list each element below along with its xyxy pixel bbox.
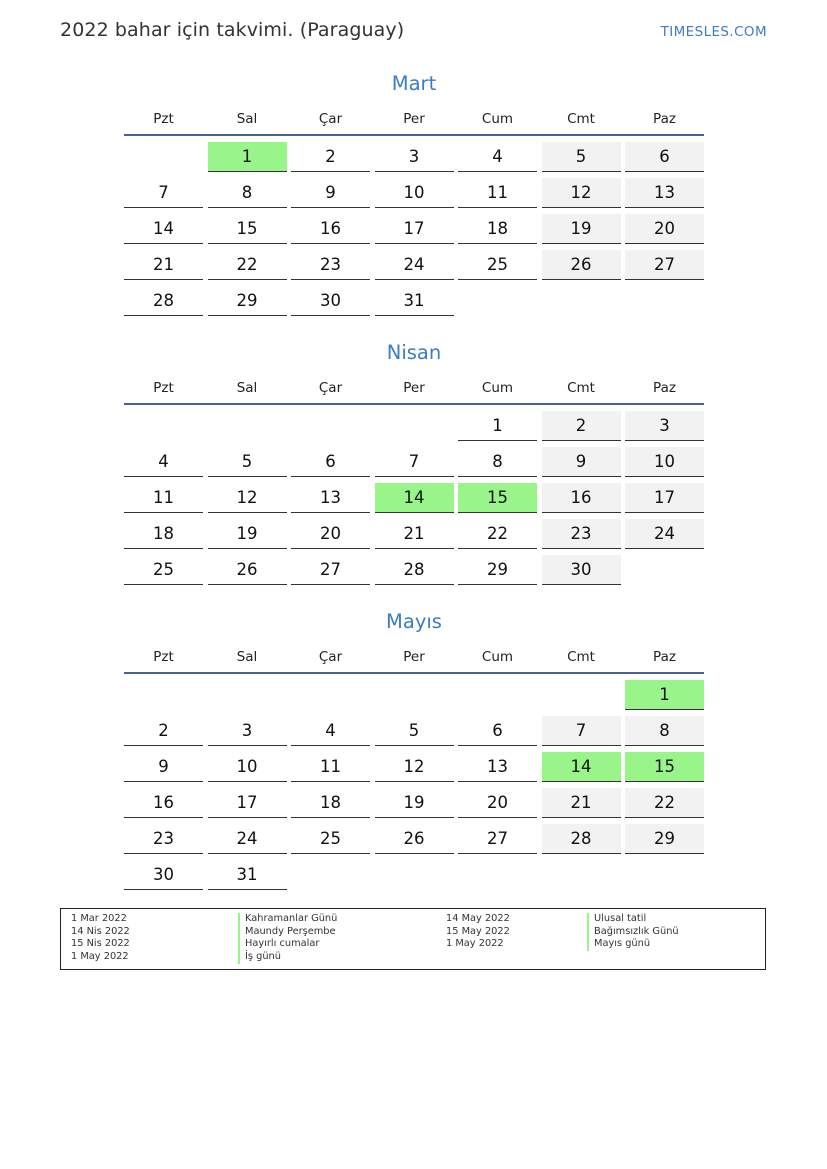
day-cell[interactable]: 27	[625, 250, 704, 280]
empty-cell	[124, 411, 203, 441]
weekday-label: Sal	[236, 380, 258, 396]
day-cell[interactable]: 25	[291, 824, 370, 854]
weekday-label: Çar	[318, 380, 343, 396]
day-cell[interactable]: 14	[124, 214, 203, 244]
day-cell[interactable]: 18	[124, 519, 203, 549]
day-cell[interactable]: 4	[458, 142, 537, 172]
day-cell[interactable]: 29	[458, 555, 537, 585]
day-grid	[124, 142, 704, 316]
day-cell[interactable]: 17	[625, 483, 704, 513]
day-cell[interactable]: 28	[124, 286, 203, 316]
month-title: Mayıs	[386, 610, 442, 633]
holiday-day-cell[interactable]: 14	[375, 483, 454, 513]
day-cell[interactable]: 23	[291, 250, 370, 280]
day-cell[interactable]: 24	[375, 250, 454, 280]
holiday-day-cell[interactable]: 15	[625, 752, 704, 782]
day-cell[interactable]: 26	[208, 555, 287, 585]
weekday-label: Paz	[653, 380, 676, 396]
day-grid	[124, 411, 704, 585]
day-cell[interactable]: 6	[291, 447, 370, 477]
day-cell[interactable]: 7	[542, 716, 621, 746]
holiday-day-cell[interactable]: 14	[542, 752, 621, 782]
page-title: 2022 bahar için takvimi. (Paraguay)	[60, 19, 405, 41]
day-cell[interactable]: 19	[542, 214, 621, 244]
holiday-legend	[60, 908, 766, 970]
weekday-label: Cmt	[567, 111, 595, 127]
day-cell[interactable]: 26	[375, 824, 454, 854]
month-title: Nisan	[386, 341, 442, 364]
day-cell[interactable]: 2	[542, 411, 621, 441]
weekday-label: Pzt	[153, 111, 174, 127]
legend-holiday-name: Hayırlı cumalar	[238, 938, 337, 951]
day-cell[interactable]: 20	[625, 214, 704, 244]
weekday-label: Cmt	[567, 380, 595, 396]
legend-date: 1 May 2022	[446, 938, 504, 950]
weekday-header	[124, 646, 704, 674]
day-cell[interactable]: 6	[458, 716, 537, 746]
day-cell[interactable]: 29	[625, 824, 704, 854]
weekday-label: Cmt	[567, 649, 595, 665]
day-cell[interactable]: 18	[291, 788, 370, 818]
day-cell[interactable]: 11	[291, 752, 370, 782]
holiday-day-cell[interactable]: 15	[458, 483, 537, 513]
empty-cell	[375, 411, 454, 441]
empty-cell	[458, 680, 537, 710]
legend-left-names	[238, 913, 337, 964]
day-cell[interactable]: 15	[208, 214, 287, 244]
day-cell[interactable]: 30	[291, 286, 370, 316]
day-cell[interactable]: 31	[375, 286, 454, 316]
day-cell[interactable]: 9	[124, 752, 203, 782]
day-cell[interactable]: 28	[375, 555, 454, 585]
day-cell[interactable]: 16	[542, 483, 621, 513]
legend-date: 1 Mar 2022	[71, 913, 127, 924]
day-grid	[124, 680, 704, 890]
day-cell[interactable]: 23	[124, 824, 203, 854]
legend-date: 15 Nis 2022	[71, 938, 130, 950]
legend-holiday-name: Maundy Perşembe	[238, 926, 337, 939]
day-cell[interactable]: 24	[625, 519, 704, 549]
weekday-label: Paz	[653, 649, 676, 665]
weekday-label: Per	[403, 649, 425, 665]
day-cell[interactable]: 19	[375, 788, 454, 818]
day-cell[interactable]: 5	[375, 716, 454, 746]
legend-left-dates	[71, 913, 130, 964]
day-cell[interactable]: 9	[291, 178, 370, 208]
day-cell[interactable]: 30	[124, 860, 203, 890]
legend-date: 14 Nis 2022	[71, 925, 130, 937]
day-cell[interactable]: 19	[208, 519, 287, 549]
day-cell[interactable]: 27	[291, 555, 370, 585]
day-cell[interactable]: 13	[291, 483, 370, 513]
month-0	[124, 70, 704, 316]
legend-date: 15 May 2022	[446, 925, 510, 937]
legend-holiday-name: Mayıs günü	[587, 938, 679, 951]
day-cell[interactable]: 12	[208, 483, 287, 513]
day-cell[interactable]: 16	[291, 214, 370, 244]
weekday-label: Cum	[481, 380, 514, 396]
day-cell[interactable]: 21	[375, 519, 454, 549]
day-cell[interactable]: 5	[208, 447, 287, 477]
weekday-label: Çar	[318, 649, 343, 665]
day-cell[interactable]: 2	[291, 142, 370, 172]
day-cell[interactable]: 10	[375, 178, 454, 208]
legend-holiday-name: Bağımsızlık Günü	[587, 926, 679, 939]
day-cell[interactable]: 25	[124, 555, 203, 585]
empty-cell	[375, 680, 454, 710]
day-cell[interactable]: 26	[542, 250, 621, 280]
day-cell[interactable]: 8	[208, 178, 287, 208]
day-cell[interactable]: 2	[124, 716, 203, 746]
weekday-label: Çar	[318, 111, 343, 127]
day-cell[interactable]: 17	[208, 788, 287, 818]
legend-holiday-name: İş günü	[238, 951, 337, 964]
empty-cell	[542, 680, 621, 710]
day-cell[interactable]: 21	[124, 250, 203, 280]
empty-cell	[291, 680, 370, 710]
day-cell[interactable]: 23	[542, 519, 621, 549]
day-cell[interactable]: 12	[375, 752, 454, 782]
month-1	[124, 339, 704, 585]
day-cell[interactable]: 8	[625, 716, 704, 746]
day-cell[interactable]: 31	[208, 860, 287, 890]
weekday-label: Pzt	[153, 649, 174, 665]
day-cell[interactable]: 21	[542, 788, 621, 818]
empty-cell	[124, 680, 203, 710]
empty-cell	[208, 411, 287, 441]
day-cell[interactable]: 13	[625, 178, 704, 208]
day-cell[interactable]: 13	[458, 752, 537, 782]
day-cell[interactable]: 6	[625, 142, 704, 172]
day-cell[interactable]: 4	[124, 447, 203, 477]
empty-cell	[124, 142, 203, 172]
site-logo[interactable]: TIMESLES.COM	[660, 24, 767, 40]
holiday-day-cell[interactable]: 1	[625, 680, 704, 710]
day-cell[interactable]: 27	[458, 824, 537, 854]
holiday-day-cell[interactable]: 1	[208, 142, 287, 172]
day-cell[interactable]: 9	[542, 447, 621, 477]
day-cell[interactable]: 22	[625, 788, 704, 818]
day-cell[interactable]: 20	[458, 788, 537, 818]
day-cell[interactable]: 5	[542, 142, 621, 172]
day-cell[interactable]: 10	[208, 752, 287, 782]
day-cell[interactable]: 7	[124, 178, 203, 208]
weekday-label: Sal	[236, 649, 258, 665]
day-cell[interactable]: 22	[208, 250, 287, 280]
legend-date: 1 May 2022	[71, 951, 129, 963]
weekday-label: Per	[403, 111, 425, 127]
day-cell[interactable]: 11	[458, 178, 537, 208]
month-2	[124, 608, 704, 890]
weekday-label: Pzt	[153, 380, 174, 396]
day-cell[interactable]: 1	[458, 411, 537, 441]
weekday-header	[124, 377, 704, 405]
day-cell[interactable]: 16	[124, 788, 203, 818]
day-cell[interactable]: 17	[375, 214, 454, 244]
day-cell[interactable]: 28	[542, 824, 621, 854]
day-cell[interactable]: 25	[458, 250, 537, 280]
day-cell[interactable]: 29	[208, 286, 287, 316]
day-cell[interactable]: 3	[625, 411, 704, 441]
weekday-label: Cum	[481, 649, 514, 665]
legend-right-dates	[446, 913, 510, 951]
day-cell[interactable]: 10	[625, 447, 704, 477]
weekday-header	[124, 108, 704, 136]
day-cell[interactable]: 12	[542, 178, 621, 208]
weekday-label: Per	[403, 380, 425, 396]
day-cell[interactable]: 20	[291, 519, 370, 549]
month-title: Mart	[391, 72, 437, 95]
legend-holiday-name: Kahramanlar Günü	[238, 913, 337, 926]
day-cell[interactable]: 7	[375, 447, 454, 477]
day-cell[interactable]: 8	[458, 447, 537, 477]
empty-cell	[291, 411, 370, 441]
legend-holiday-name: Ulusal tatil	[587, 913, 679, 926]
day-cell[interactable]: 11	[124, 483, 203, 513]
day-cell[interactable]: 24	[208, 824, 287, 854]
weekday-label: Sal	[236, 111, 258, 127]
day-cell[interactable]: 3	[208, 716, 287, 746]
legend-right-names	[587, 913, 679, 951]
legend-date: 14 May 2022	[446, 913, 510, 924]
weekday-label: Paz	[653, 111, 676, 127]
day-cell[interactable]: 30	[542, 555, 621, 585]
weekday-label: Cum	[481, 111, 514, 127]
empty-cell	[208, 680, 287, 710]
day-cell[interactable]: 3	[375, 142, 454, 172]
day-cell[interactable]: 18	[458, 214, 537, 244]
day-cell[interactable]: 22	[458, 519, 537, 549]
day-cell[interactable]: 4	[291, 716, 370, 746]
